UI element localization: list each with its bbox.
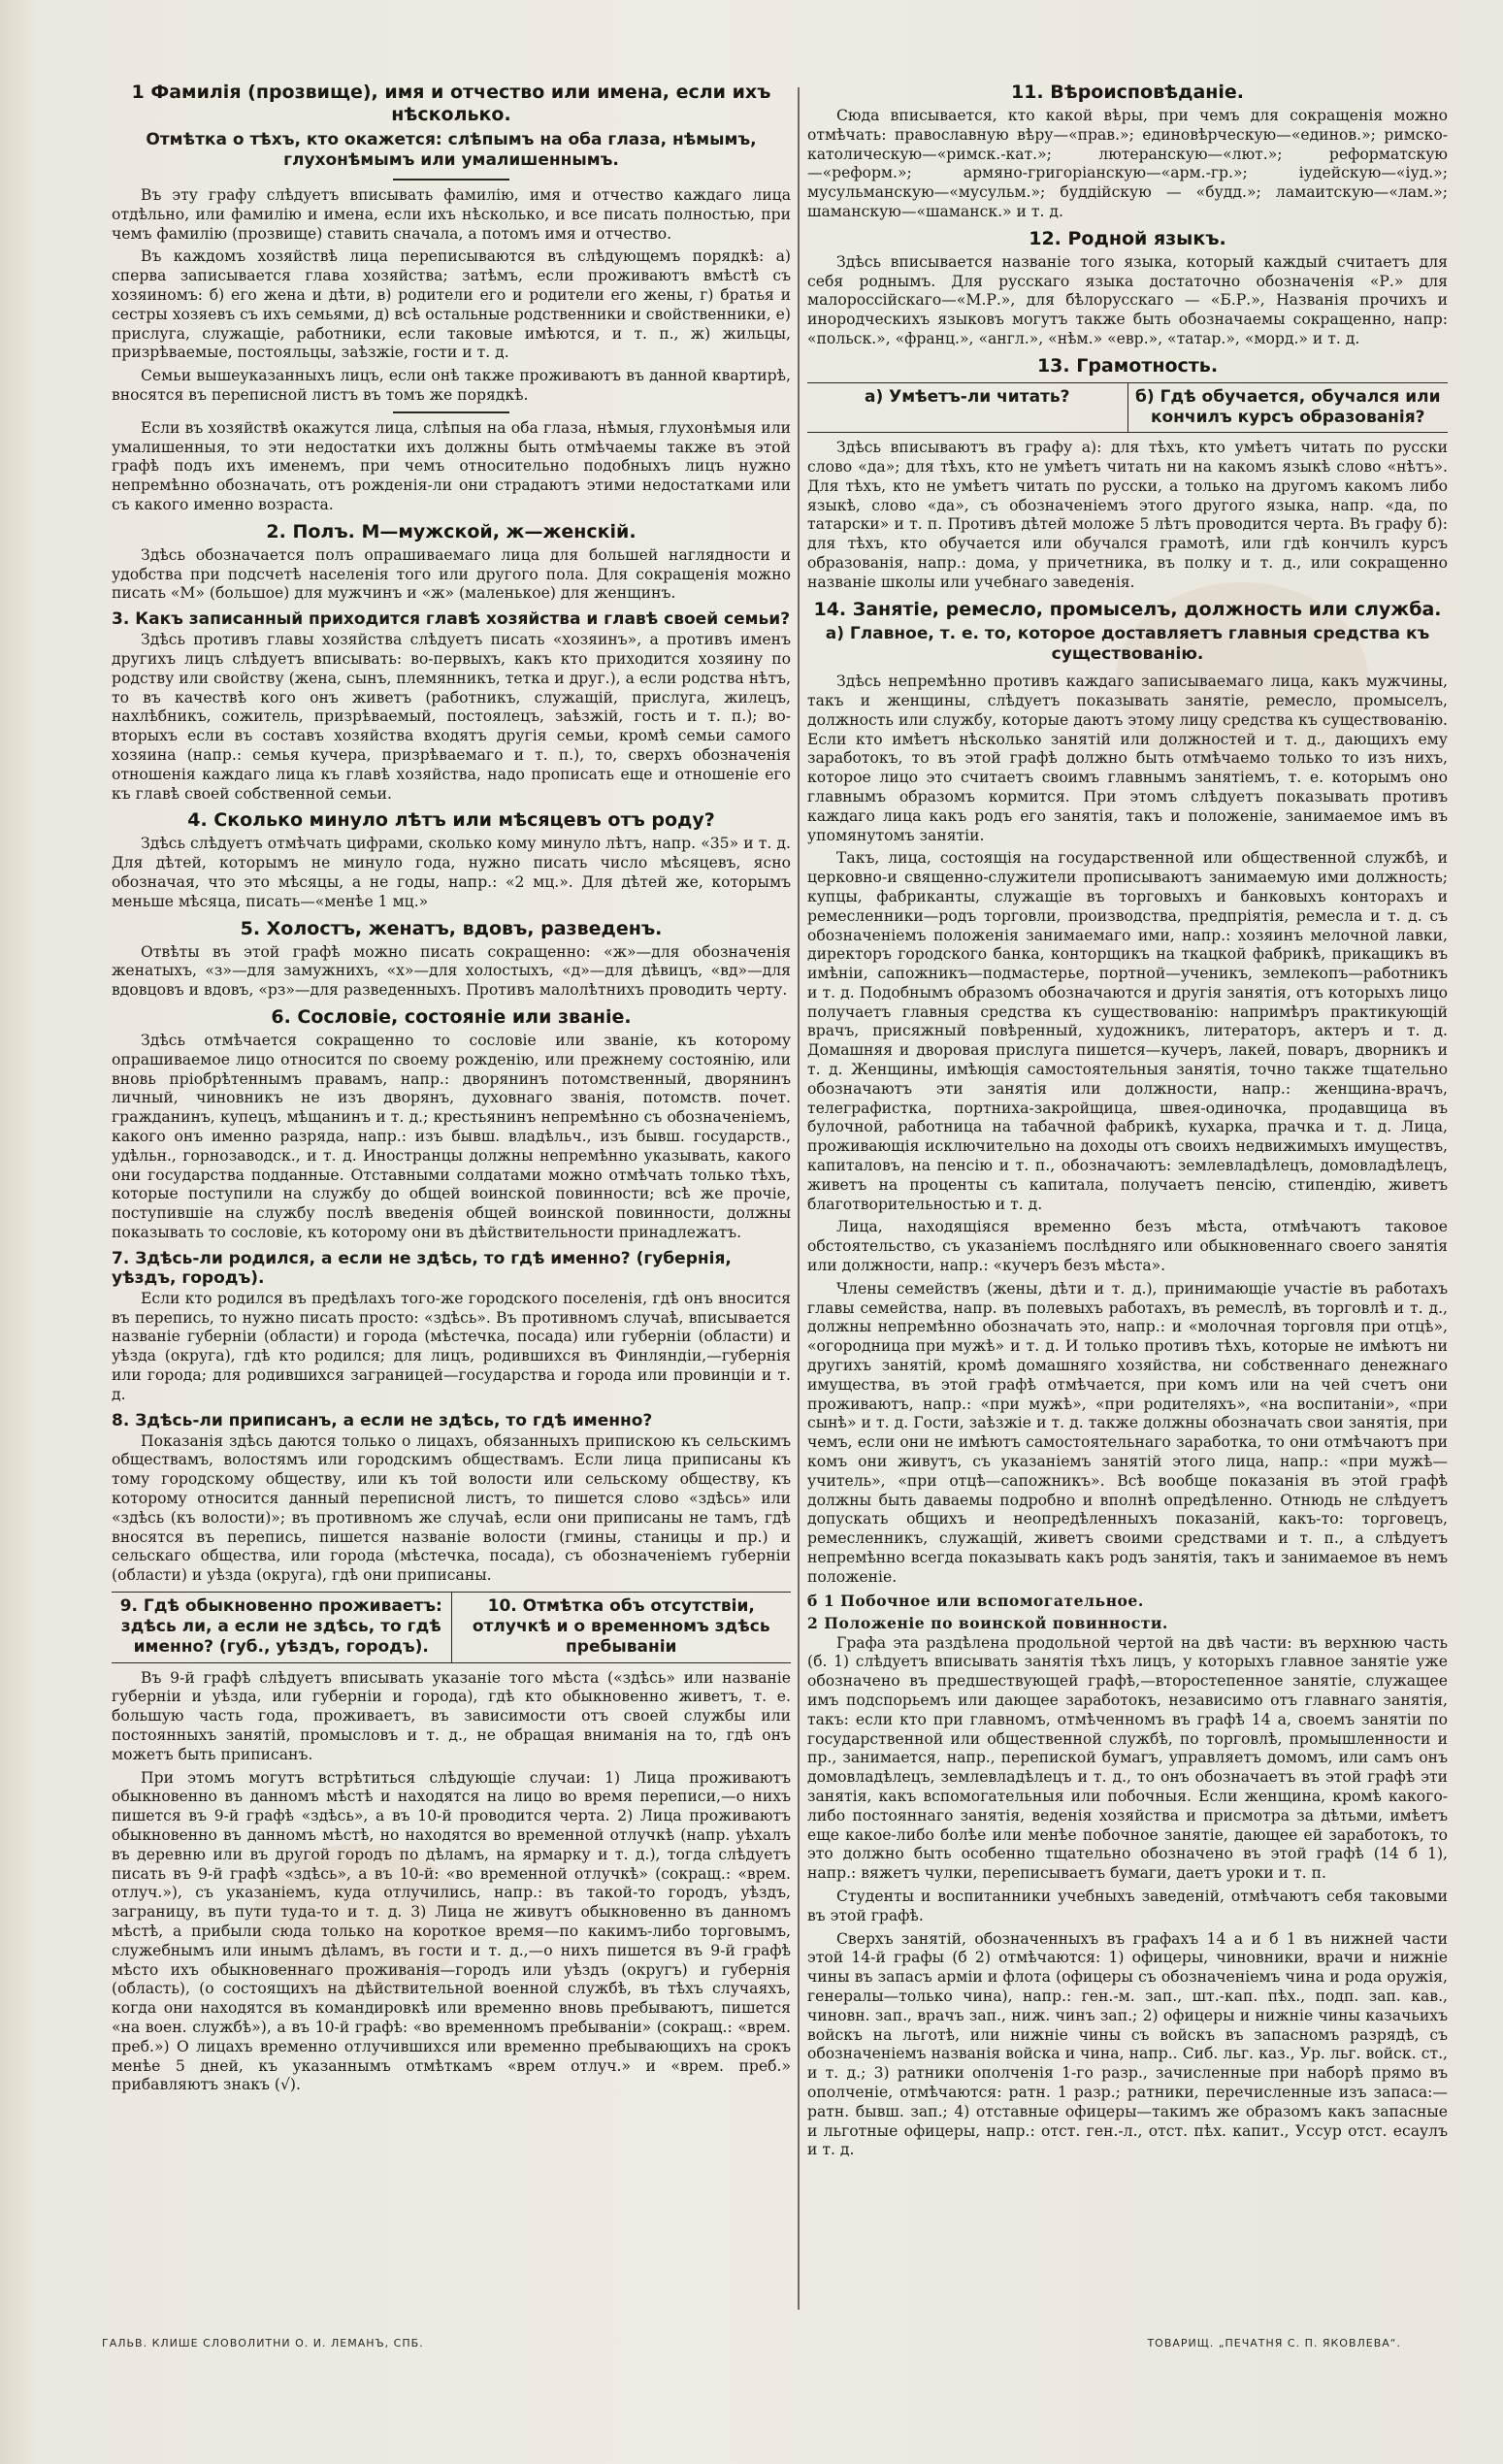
section-14-text: Студенты и воспитанники учебныхъ заведеній, отмѣчаютъ себя таковыми въ этой графѣ. bbox=[807, 1887, 1448, 1924]
section-13b-title: б) Гдѣ обучается, обучался или кончилъ курсъ образованія? bbox=[1135, 386, 1441, 428]
section-1-title: 1 Фамилія (прозвище), имя и отчество или имена, если ихъ нѣсколько. bbox=[131, 82, 771, 125]
section-14b1-title: б 1 Побочное или вспомогательное. bbox=[807, 1591, 1144, 1610]
section-14a-title: а) Главное, т. е. то, которое доставляетъ главныя средства къ существованію. bbox=[825, 623, 1430, 664]
section-12-text: Здѣсь вписывается названіе того языка, который каждый считаетъ для себя роднымъ. Для русскаго языка достаточно обозначенія «Р.» для малороссійскаго—«М.Р.», для бѣлорусскаго — «Б.Р.», Названія прочихъ и инородческихъ языковъ могутъ также быть обозначаемы сокращенно, напр: «польск.», «франц.», «англ.», «нѣм.» «евр.», «татар.», «морд.» и т. д. bbox=[807, 252, 1448, 347]
section-7-title: 7. Здѣсь-ли родился, а если не здѣсь, то гдѣ именно? (губернія, уѣздъ, городъ). bbox=[112, 1248, 732, 1288]
section-1-text: Въ каждомъ хозяйствѣ лица переписываются въ слѣдующемъ порядкѣ: а) сперва записывается глава хозяйства; затѣмъ, если проживаютъ вмѣстѣ съ хозяиномъ: б) его жена и дѣти, в) родители его и родители его жены, г) братья и сестры хозяевъ съ ихъ семьями, д) всѣ остальные родственники и свойственники, е) прислуга, служащіе, работники, если таковые имѣются, и т. п., ж) жильцы, призрѣваемые, постояльцы, заѣзжіе, гости и т. д. bbox=[112, 247, 791, 362]
section-13-text: Здѣсь вписываютъ въ графу а): для тѣхъ, кто умѣетъ читать по русски слово «да»; для тѣхъ, кто не умѣетъ читать ни на какомъ языкѣ слово «нѣтъ». Для тѣхъ, кто не умѣетъ читать по русски, а только на другомъ какомъ либо языкѣ, слово «да», съ обозначеніемъ этого другого языка, напр. «да, по татарски» и т. п. Противъ дѣтей моложе 5 лѣтъ проводится черта. Въ графу б): для тѣхъ, кто обучается или обучался грамотѣ, или гдѣ кончилъ курсъ образованія, напр.: дома, у причетника, въ полку и т. д., или сокращенно названіе школы или учебнаго заведенія. bbox=[807, 439, 1448, 591]
section-14-text: Лица, находящіяся временно безъ мѣста, отмѣчаютъ таковое обстоятельство, съ указаніемъ послѣдняго или обыкновеннаго своего занятія или должности, напр.: «кучеръ безъ мѣста». bbox=[807, 1218, 1448, 1275]
section-6-text: Здѣсь отмѣчается сокращенно то сословіе или званіе, къ которому опрашиваемое лицо относится по своему рожденію, или прежнему состоянію, или вновь пріобрѣтеннымъ правамъ, напр.: дворянинъ потомственный, дворянинъ личный, чиновникъ не изъ дворянъ, духовнаго званія, потомств. почет. гражданинъ, купецъ, мѣщанинъ и т. д.; крестьянинъ непремѣнно съ обозначеніемъ, какого онъ именно разряда, напр.: изъ бывш. владѣльч., изъ бывш. государств., удѣльн., горнозаводск., и т. д. Иностранцы должны непремѣнно указывать, какого они государства подданные. Отставными солдатами можно отмѣчать только тѣхъ, которые поступили на службу до общей воинской повинности; всѣ же прочіе, поступившіе на службу послѣ введенія общей воинской повинности, должны показывать то сословіе, къ которому они въ дѣйствительности принадлежатъ. bbox=[112, 1031, 791, 1241]
column-divider bbox=[798, 87, 800, 2310]
section-11-title: 11. Вѣроисповѣданіе. bbox=[1010, 82, 1245, 103]
section-6-title: 6. Сословіе, состояніе или званіе. bbox=[271, 1005, 632, 1028]
section-1-text: Семьи вышеуказанныхъ лицъ, если онѣ также проживаютъ въ данной квартирѣ, вносятся въ переписной листъ въ томъ же порядкѣ. bbox=[112, 367, 791, 405]
section-10-title: 10. Отмѣтка объ отсутствіи, отлучкѣ и о временномъ здѣсь пребываніи bbox=[472, 1595, 770, 1658]
section-13-header bbox=[807, 382, 1448, 434]
section-9-10-header bbox=[112, 1592, 791, 1663]
section-12-title: 12. Родной языкъ. bbox=[1029, 227, 1226, 249]
section-9-title: 9. Гдѣ обыкновенно проживаетъ: здѣсь ли, а если не здѣсь, то гдѣ именно? (губ., уѣздъ, городъ). bbox=[112, 1593, 452, 1662]
section-1-text: Если въ хозяйствѣ окажутся лица, слѣпыя на оба глаза, нѣмыя, глухонѣмыя или умалишенныя, то эти недостатки ихъ должны быть отмѣчаемы также въ этой графѣ подъ ихъ именемъ, при чемъ относительно подобныхъ лицъ нужно непремѣнно обозначать, отъ рожденія-ли они страдаютъ этими недостатками или съ какого именно возраста. bbox=[112, 418, 791, 514]
section-9-text: Въ 9-й графѣ слѣдуетъ вписывать указаніе того мѣста («здѣсь» или названіе губерніи и уѣзда, или губерніи и города), гдѣ кто обыкновенно живетъ, т. е. большую часть года, проживаетъ, въ зависимости отъ своей службы или постоянныхъ занятій, промысловъ и т. д., не обращая вниманія на то, гдѣ онъ можетъ быть приписанъ. bbox=[112, 1668, 791, 1763]
section-8-title: 8. Здѣсь-ли приписанъ, а если не здѣсь, то гдѣ именно? bbox=[112, 1410, 653, 1430]
section-2-text: Здѣсь обозначается полъ опрашиваемаго лица для большей наглядности и удобства при подсчетѣ населенія того или другого пола. Для сокращенія можно писать «М» (большое) для мужчинъ и «ж» (маленькое) для женщинъ. bbox=[112, 545, 791, 603]
section-14b2-title: 2 Положеніе по воинской повинности. bbox=[807, 1613, 1168, 1632]
left-column bbox=[112, 76, 791, 2366]
divider-rule bbox=[393, 411, 509, 413]
section-14-text: Такъ, лица, состоящія на государственной или общественной службѣ, и церковно-и священно-служители прописываютъ занимаемую ими должность; купцы, фабриканты, служащіе въ торговыхъ и банковыхъ конторахъ и ремесленники—родъ торговли, производства, предпріятія, ремесла и т. д. съ обозначеніемъ положенія занимаемаго ими, напр.: хозяинъ мелочной лавки, директоръ городского банка, конторщикъ на ткацкой фабрикѣ, прикащикъ въ имѣніи, сапожникъ—подмастерье, портной—ученикъ, землекопъ—работникъ и т. д. Подобнымъ образомъ обозначаются и другія занятія, отъ которыхъ лицо получаетъ главныя средства къ существованію: напримѣръ практикующій врачъ, присяжный повѣренный, художникъ, литераторъ, актеръ и т. д. Домашняя и дворовая прислуга пишется—кучеръ, лакей, поваръ, дворникъ и т. д. Женщины, имѣющія самостоятельныя занятія, точно также тщательно обозначаютъ эти занятія или должности, напр.: женщина-врачъ, телеграфистка, портниха-закройщица, швея-одиночка, продавщица въ булочной, работница на табачной фабрикѣ, кухарка, прачка и т. д. Лица, проживающія исключительно на доходы отъ своихъ недвижимыхъ имуществъ, капиталовъ, на пенсію и т. п., обозначаютъ: землевладѣлецъ, домовладѣлецъ, живетъ на проценты съ капитала, получаетъ пенсію, стипендію, живетъ благотворительностью и т. д. bbox=[807, 849, 1448, 1213]
section-13a-title: а) Умѣетъ-ли читать? bbox=[807, 383, 1128, 433]
section-14-text: Здѣсь непремѣнно противъ каждаго записываемаго лица, какъ мужчины, такъ и женщины, слѣдуетъ показывать занятіе, ремесло, промыселъ, должность или службу, которые даютъ этому лицу средства къ существованію. Если кто имѣетъ нѣсколько занятій или должностей и т. д., дающихъ ему заработокъ, то въ этой графѣ должно быть отмѣчаемо только то изъ нихъ, которое лицо это считаетъ своимъ главнымъ занятіемъ, т. е. которымъ оно главнымъ образомъ кормится. При этомъ слѣдуетъ показывать противъ каждаго лица какъ родъ его занятія, такъ и положеніе, занимаемое имъ въ упомянутомъ занятіи. bbox=[807, 673, 1448, 844]
section-5-title: 5. Холостъ, женатъ, вдовъ, разведенъ. bbox=[240, 917, 663, 939]
printer-credit-left: ГАЛЬВ. КЛИШЕ СЛОВОЛИТНИ О. И. ЛЕМАНЪ, СПБ. bbox=[102, 2337, 424, 2349]
section-1-text: Въ эту графу слѣдуетъ вписывать фамилію, имя и отчество каждаго лица отдѣльно, или фамилію и имена, если ихъ нѣсколько, и все писать полностью, при чемъ фамилію (прозвище) ставить сначала, а потомъ имя и отчество. bbox=[112, 186, 791, 243]
section-4-title: 4. Сколько минуло лѣтъ или мѣсяцевъ отъ роду? bbox=[187, 809, 715, 832]
section-8-text: Показанія здѣсь даются только о лицахъ, обязанныхъ припискою къ сельскимъ обществамъ, волостямъ или городскимъ обществамъ. Если лица приписаны къ тому городскому обществу, или къ той волости или сельскому обществу, къ которому относится данный переписной листъ, то пишется слово «здѣсь» или «здѣсь (къ волости)»; въ противномъ же случаѣ, если они приписаны не тамъ, гдѣ вносятся въ перепись, пишется названіе волости (гмины, станицы и пр.) и сельскаго общества, или города (мѣстечка, посада), съ обозначеніемъ губерніи (области) и уѣзда (округа), гдѣ они приписаны. bbox=[112, 1431, 791, 1585]
section-3-title: 3. Какъ записанный приходится главѣ хозяйства и главѣ своей семьи? bbox=[112, 609, 791, 630]
section-14-text: Графа эта раздѣлена продольной чертой на двѣ части: въ верхнюю часть (б. 1) слѣдуетъ вписывать занятія тѣхъ лицъ, у которыхъ главное занятіе уже обозначено въ предшествующей графѣ,—второстепенное занятіе, служащее имъ подспорьемъ или дающее заработокъ, независимо отъ главнаго занятія, такъ: если кто при главномъ, отмѣченномъ въ графѣ 14 а, своемъ занятіи по государственной или общественной службѣ, по торговлѣ, промышленности и пр., занимается, напр., перепиской бумагъ, управляетъ домомъ, или самъ онъ домовладѣлецъ, землевладѣлецъ и т. д., то онъ обозначаетъ въ этой графѣ эти занятія, какъ вспомогательныя или побочныя. Если женщина, кромѣ какого-либо постояннаго занятія, веденія хозяйства и присмотра за дѣтьми, имѣетъ еще какое-либо болѣе или менѣе побочное занятіе, дающее ей заработокъ, то это должно быть особенно тщательно обозначено въ этой графѣ (14 б 1), напр.: вяжетъ чулки, переписываетъ бумаги, даетъ уроки и т. п. bbox=[807, 1633, 1448, 1883]
section-14-title: 14. Занятіе, ремесло, промыселъ, должность или служба. bbox=[813, 598, 1442, 620]
section-4-text: Здѣсь слѣдуетъ отмѣчать цифрами, сколько кому минуло лѣтъ, напр. «35» и т. д. Для дѣтей, которымъ не минуло года, нужно писать число мѣсяцевъ, ясно обозначая, что это мѣсяцы, а не годы, напр.: «2 мц.». Для дѣтей же, которымъ меньше мѣсяца, писать—«менѣе 1 мц.» bbox=[112, 835, 791, 910]
section-14-text: Сверхъ занятій, обозначенныхъ въ графахъ 14 а и б 1 въ нижней части этой 14-й графы (б 2) отмѣчаются: 1) офицеры, чиновники, врачи и нижніе чины въ запасъ арміи и флота (офицеры съ обозначеніемъ чина и рода оружія, генералы—только чина), напр.: ген.-м. зап., шт.-кап. пѣх., подп. зап. кав., чиновн. зап., врачъ зап., ниж. чинъ зап.; 2) офицеры и нижніе чины казачьихъ войскъ на льготѣ, или нижніе чины съ войскъ въ запасномъ разрядѣ, съ обозначеніемъ названія войска и чина, напр.. Сиб. льг. каз., Ур. льг. войск. ст., и т. д.; 3) ратники ополченія 1-го разр., зачисленные при наборѣ прямо въ ополченіе, отмѣчаются: ратн. 1 разр.; ратники, перечисленные изъ запаса:—ратн. бывш. зап.; 4) отставные офицеры—такимъ же образомъ какъ запасные и льготные офицеры, напр.: отст. ген.-л., отст. пѣх. капит., Уссур отст. есаулъ и т. д. bbox=[807, 1929, 1448, 2159]
section-2-title: 2. Полъ. М—мужской, ж—женскій. bbox=[266, 520, 637, 542]
divider-rule bbox=[393, 179, 509, 181]
section-3-text: Здѣсь противъ главы хозяйства слѣдуетъ писать «хозяинъ», а противъ именъ другихъ лицъ слѣдуетъ вписывать: во-первыхъ, какъ кто приходится хозяину по родству или свойству (жена, сынъ, племянникъ, тетка и друг.), а если родства нѣтъ, то въ качествѣ кого онъ живетъ (работникъ, служащій, прислуга, жилецъ, нахлѣбникъ, сожитель, призрѣваемый, постоялецъ, заѣзжій, гость и т. п.); во-вторыхъ если въ составъ хозяйства входятъ другія семьи, кромѣ семьи самого хозяина (напр.: семья кучера, призрѣваемаго и т. п.), то, сверхъ обозначенія отношенія каждаго лица къ главѣ хозяйства, надо прописать еще и отношеніе его къ главѣ своей собственной семьи. bbox=[112, 631, 791, 803]
section-7-text: Если кто родился въ предѣлахъ того-же городского поселенія, гдѣ онъ вносится въ перепись, то нужно писать просто: «здѣсь». Въ противномъ случаѣ, вписывается названіе губерніи (области) и города (мѣстечка, посада) или губерніи (области) и уѣзда (округа), гдѣ кто родился; для лицъ, родившихся въ Финляндіи,—губернія или города; для родившихся заграницей—государства и города или провинціи и т. д. bbox=[112, 1289, 791, 1403]
section-9-text: При этомъ могутъ встрѣтиться слѣдующіе случаи: 1) Лица проживаютъ обыкновенно въ данномъ мѣстѣ и находятся на лицо во время переписи,—о нихъ пишется въ 9-й графѣ «здѣсь», а въ 10-й проводится черта. 2) Лица проживаютъ обыкновенно въ данномъ мѣстѣ, но находятся во временной отлучкѣ (напр. уѣхалъ въ деревню или въ другой городъ по дѣламъ, на ярмарку и т. д.), тогда слѣдуетъ писать въ 9-й графѣ «здѣсь», а въ 10-й: «во временной отлучкѣ» (сокращ.: «врем. отлуч.»), съ указаніемъ, куда отлучились, напр.: въ такой-то городъ, уѣздъ, заграницу, въ пути туда-то и т. д. 3) Лица не живутъ обыкновенно въ данномъ мѣстѣ, а прибыли сюда только на короткое время—по какимъ-либо торговымъ, служебнымъ или инымъ дѣламъ, въ гости и т. д.,—о нихъ пишется въ 9-й графѣ мѣсто ихъ обыкновеннаго проживанія—городъ или уѣздъ (округъ) и губернія (область), (о состоящихъ на дѣйствительной военной службѣ, въ тѣхъ случаяхъ, когда они находятся въ командировкѣ или временно вновь пребываютъ, пишется «на воен. службѣ»), а въ 10-й графѣ: «во временномъ пребываніи» (сокращ.: «врем. преб.») О лицахъ временно отлучившихся или временно пребывающихъ на срокъ менѣе 5 дней, къ указаннымъ отмѣткамъ «врем отлуч.» и «врем. преб.» прибавляютъ знакъ (√). bbox=[112, 1768, 791, 2094]
section-5-text: Отвѣты въ этой графѣ можно писать сокращенно: «ж»—для обозначенія женатыхъ, «з»—для замужнихъ, «х»—для холостыхъ, «д»—для дѣвицъ, «вд»—для вдовцовъ и вдовъ, «рз»—для разведенныхъ. Противъ малолѣтнихъ проводить черту. bbox=[112, 942, 791, 1000]
section-13-title: 13. Грамотность. bbox=[1036, 354, 1219, 377]
right-column bbox=[807, 76, 1448, 2366]
section-1-subtitle: Отмѣтка о тѣхъ, кто окажется: слѣпымъ на оба глаза, нѣмымъ, глухонѣмымъ или умалишеннымъ. bbox=[146, 129, 757, 170]
section-14-text: Члены семействъ (жены, дѣти и т. д.), принимающіе участіе въ работахъ главы семейства, напр. въ полевыхъ работахъ, въ ремеслѣ, въ торговлѣ и т. д., должны непремѣнно обозначать это, напр.: и «молочная торговля при отцѣ», «огородница при мужѣ» и т. д. И только противъ тѣхъ, которые не имѣютъ ни другихъ занятій, кромѣ домашняго хозяйства, ни собственнаго денежнаго имущества, въ этой графѣ отмѣчается, при комъ или на чей счетъ они проживаютъ, напр.: «при мужѣ», «при родителяхъ», «на воспитаніи», «при сынѣ» и т. д. Гости, заѣзжіе и т. д. также должны обозначать свои занятія, при чемъ, если они не имѣютъ самостоятельнаго заработка, то они отмѣчаютъ при комъ они живутъ, съ указаніемъ занятій этого лица, напр.: «при мужѣ—учитель», «при отцѣ—сапожникъ». Всѣ вообще показанія въ этой графѣ должны быть даваемы подробно и вполнѣ опредѣленно. Отнюдь не слѣдуетъ допускать общихъ и неопредѣленныхъ показаній, какъ-то: торговецъ, ремесленникъ, служащій, живетъ своими средствами и т. п., а слѣдуетъ непремѣнно всегда показывать какъ родъ занятія, такъ и занимаемое въ немъ положеніе. bbox=[807, 1279, 1448, 1586]
section-11-text: Сюда вписывается, кто какой вѣры, при чемъ для сокращенія можно отмѣчать: православную вѣру—«прав.»; единовѣрческую—«единов.»; римско-католическую—«римск.-кат.»; лютеранскую—«лют.»; реформатскую—«реформ.»; армяно-григоріанскую—«арм.-гр.»; іудейскую—«іуд.»; мусульманскую—«мусульм.»; буддійскую — «будд.»; ламаитскую—«лам.»; шаманскую—«шаманск.» и т. д. bbox=[807, 107, 1448, 220]
printer-credit-right: ТОВАРИЩ. „ПЕЧАТНЯ С. П. ЯКОВЛЕВА“. bbox=[1147, 2337, 1401, 2349]
